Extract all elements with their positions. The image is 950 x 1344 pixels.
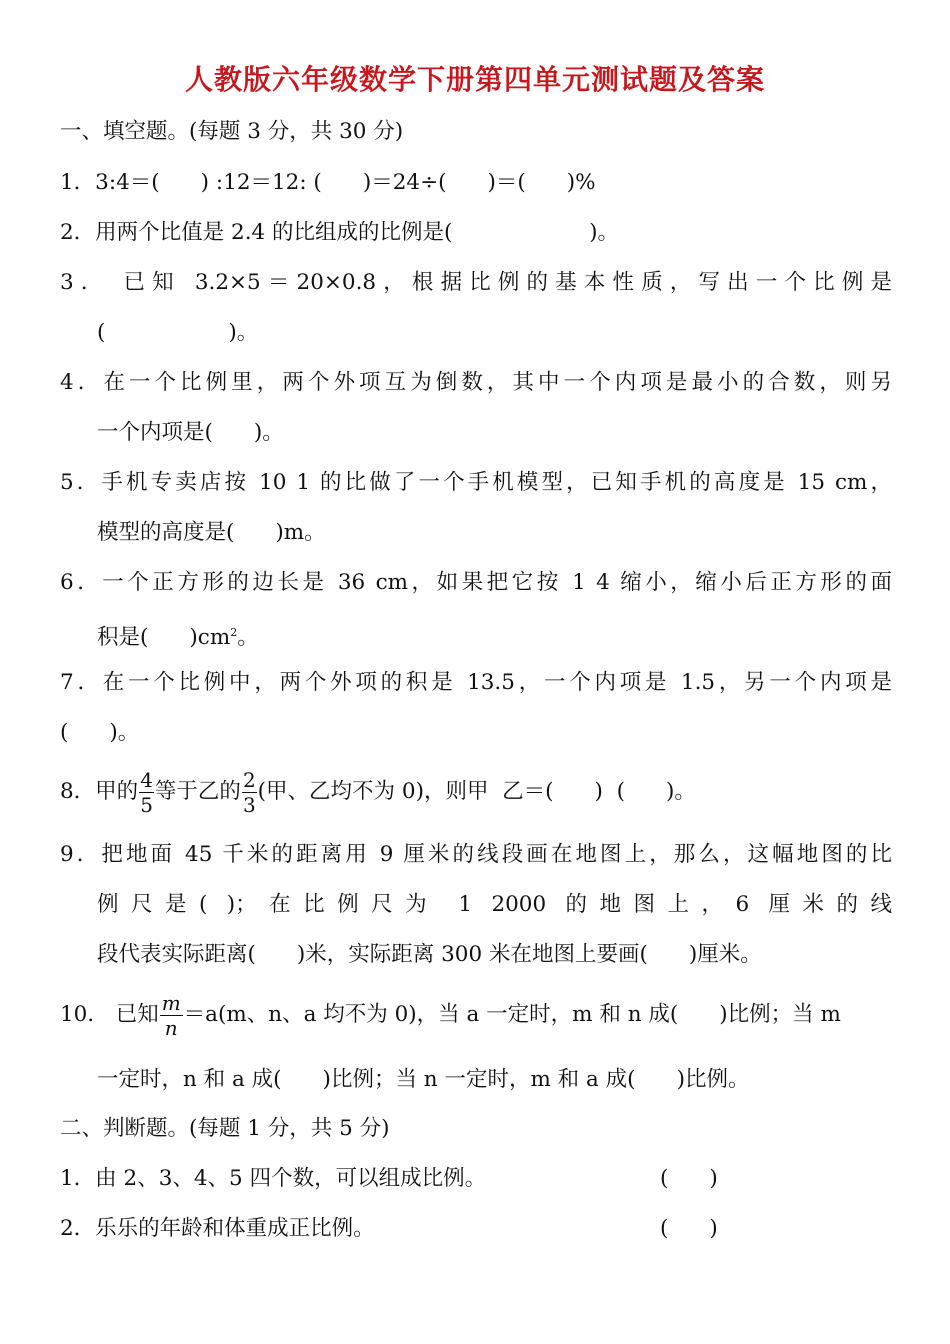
question-3-line-1: 3． 已知 3.2×5＝20×0.8，根据比例的基本性质，写出一个比例是 [60, 270, 892, 295]
superscript-2: 2 [230, 626, 238, 639]
question-10-line-1 [60, 985, 841, 1045]
question-7-line-2: ( )。 [60, 720, 140, 745]
page-title: 人教版六年级数学下册第四单元测试题及答案 [184, 63, 765, 96]
fraction-numerator: 4 [140, 767, 153, 792]
question-10-post: ＝a(m、n、a 均不为 0)，当 a 一定时，m 和 n 成( )比例；当 m [183, 1002, 841, 1027]
question-9-line-3: 段代表实际距离( )米，实际距离 300 米在地图上要画( )厘米。 [97, 942, 762, 967]
question-4-line-2: 一个内项是( )。 [97, 420, 284, 445]
question-10-pre: 10． 已知 [60, 1002, 159, 1027]
question-7-line-1: 7．在一个比例中，两个外项的积是 13.5，一个内项是 1.5，另一个内项是 [60, 670, 892, 695]
question-8 [60, 762, 696, 822]
judge-answer-blank-1: ( ) [660, 1166, 718, 1191]
question-4-line-1: 4．在一个比例里，两个外项互为倒数，其中一个内项是最小的合数，则另 [60, 370, 892, 395]
fraction-numerator: m [161, 990, 181, 1015]
fraction-denominator: n [164, 1015, 178, 1040]
question-8-mid: 等于乙的 [154, 779, 241, 804]
fraction-2-3 [242, 767, 257, 817]
question-6-text: 积是( )cm [97, 625, 231, 651]
judge-question-1: 1．由 2、3、4、5 四个数，可以组成比例。 [60, 1166, 487, 1191]
question-9-line-2: 例尺是( )；在比例尺为 1 2000 的地图上，6 厘米的线 [97, 892, 892, 917]
question-1: 1．3:4＝( ) :12＝12: ( )＝24÷( )＝( )% [60, 170, 596, 195]
fraction-numerator: 2 [242, 767, 256, 792]
section-fill-blank-heading: 一、填空题。(每题 3 分，共 30 分) [60, 119, 404, 144]
question-6-end: 。 [237, 625, 259, 651]
question-6-line-2 [97, 618, 259, 653]
question-2: 2．用两个比值是 2.4 的比组成的比例是( )。 [60, 220, 620, 245]
fraction-4-5 [139, 767, 154, 817]
question-3-line-2: ( )。 [97, 320, 259, 345]
judge-question-2: 2．乐乐的年龄和体重成正比例。 [60, 1216, 375, 1241]
question-10-line-2: 一定时，n 和 a 成( )比例；当 n 一定时，m 和 a 成( )比例。 [97, 1067, 750, 1092]
question-8-post: (甲、乙均不为 0)，则甲 乙＝( ) ( )。 [257, 779, 696, 804]
question-8-pre: 8．甲的 [60, 779, 139, 804]
question-5-line-1: 5．手机专卖店按 10 1 的比做了一个手机模型，已知手机的高度是 15 cm， [60, 470, 892, 495]
fraction-denominator: 3 [242, 792, 256, 817]
fraction-denominator: 5 [140, 792, 153, 817]
judge-answer-blank-2: ( ) [660, 1216, 718, 1241]
question-5-line-2: 模型的高度是( )m。 [97, 520, 326, 545]
question-9-line-1: 9．把地面 45 千米的距离用 9 厘米的线段画在地图上，那么，这幅地图的比 [60, 842, 892, 867]
fraction-m-n [160, 990, 183, 1040]
section-true-false-heading: 二、判断题。(每题 1 分，共 5 分) [60, 1116, 390, 1141]
question-6-line-1: 6．一个正方形的边长是 36 cm，如果把它按 1 4 缩小，缩小后正方形的面 [60, 570, 892, 595]
